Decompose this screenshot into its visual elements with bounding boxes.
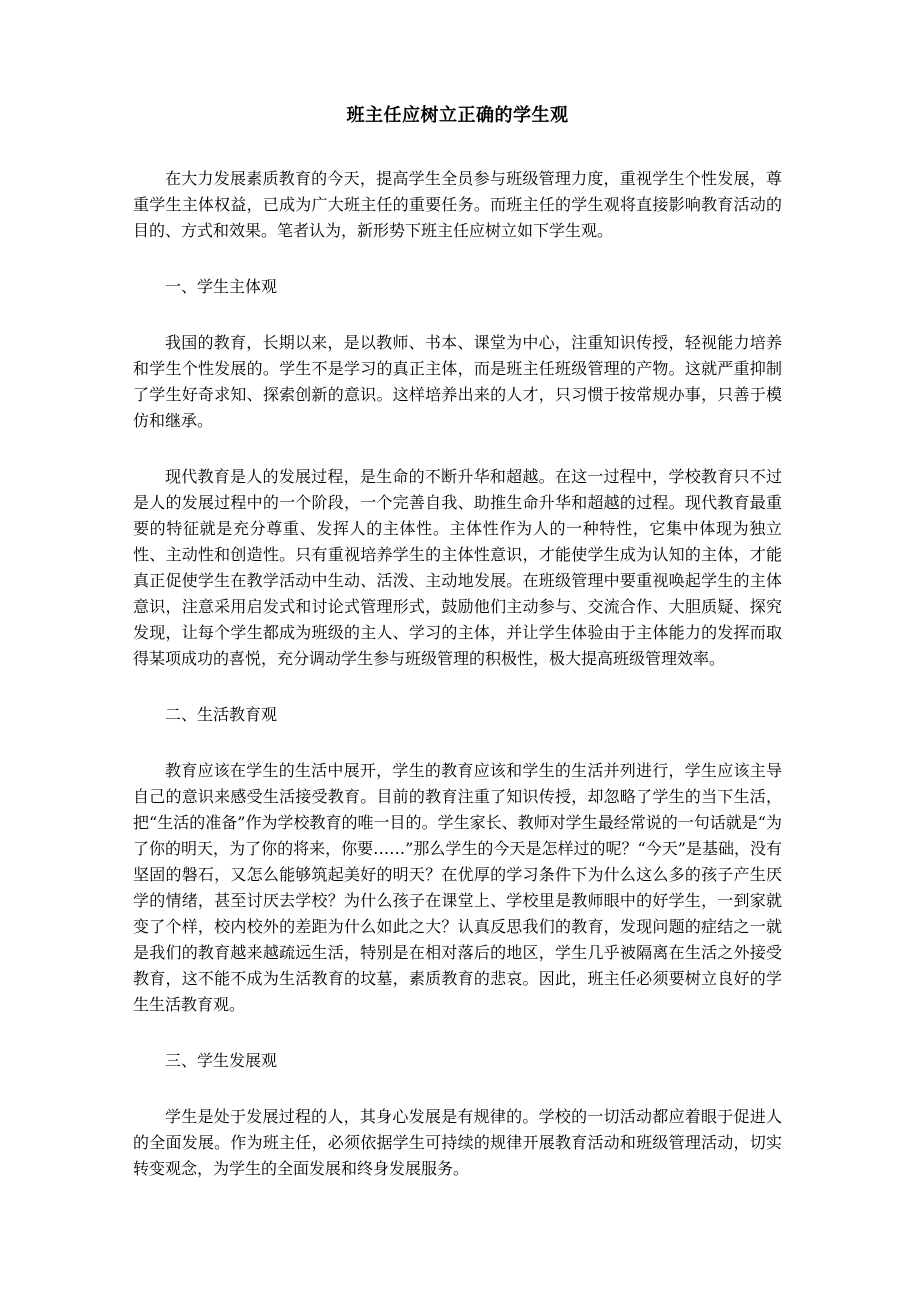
section-1-paragraph-2: 现代教育是人的发展过程，是生命的不断升华和超越。在这一过程中，学校教育只不过是人的发展过程中的一个阶段，一个完善自我、助推生命升华和超越的过程。现代教育最重要的特征就是充分尊重、发挥人的主体性。主体性作为人的一种特性，它集中体现为独立性、主动性和创造性。只有重视培养学生的主体性意识，才能使学生成为认知的主体，才能真正促使学生在教学活动中生动、活泼、主动地发展。在班级管理中要重视唤起学生的主体意识，注意采用启发式和讨论式管理形式，鼓励他们主动参与、交流合作、大胆质疑、探究发现，让每个学生都成为班级的主人、学习的主体，并让学生体验由于主体能力的发挥而取得某项成功的喜悦，充分调动学生参与班级管理的积极性，极大提高班级管理效率。 <box>133 467 782 668</box>
section-1-paragraph-1: 我国的教育，长期以来，是以教师、书本、课堂为中心，注重知识传授，轻视能力培养和学生个性发展的。学生不是学习的真正主体，而是班主任班级管理的产物。这就严重抑制了学生好奇求知、探索创新的意识。这样培养出来的人才，只习惯于按常规办事，只善于模仿和继承。 <box>133 333 782 430</box>
section-3-paragraph-1: 学生是处于发展过程的人，其身心发展是有规律的。学校的一切活动都应着眼于促进人的全面发展。作为班主任，必须依据学生可持续的规律开展教育活动和班级管理活动，切实转变观念，为学生的全面发展和终身发展服务。 <box>133 1107 782 1178</box>
section-heading-2: 二、生活教育观 <box>165 705 278 724</box>
intro-paragraph: 在大力发展素质教育的今天，提高学生全员参与班级管理力度，重视学生个性发展，尊重学生主体权益，已成为广大班主任的重要任务。而班主任的学生观将直接影响教育活动的目的、方式和效果。笔者认为，新形势下班主任应树立如下学生观。 <box>133 169 782 240</box>
section-2-paragraph-1: 教育应该在学生的生活中展开，学生的教育应该和学生的生活并列进行，学生应该主导自己的意识来感受生活接受教育。目前的教育注重了知识传授，却忽略了学生的当下生活，把“生活的准备”作为学校教育的唯一目的。学生家长、教师对学生最经常说的一句话就是“为了你的明天，为了你的将来，你要……”那么学生的今天是怎样过的呢？“今天”是基础，没有坚固的磐石，又怎么能够筑起美好的明天？在优厚的学习条件下为什么这么多的孩子产生厌学的情绪，甚至讨厌去学校？为什么孩子在课堂上、学校里是教师眼中的好学生，一到家就变了个样，校内校外的差距为什么如此之大？认真反思我们的教育，发现问题的症结之一就是我们的教育越来越疏远生活，特别是在相对落后的地区，学生几乎被隔离在生活之外接受教育，这不能不成为生活教育的坟墓，素质教育的悲哀。因此，班主任必须要树立良好的学生生活教育观。 <box>133 761 782 1014</box>
section-heading-3: 三、学生发展观 <box>165 1051 278 1070</box>
document-title: 班主任应树立正确的学生观 <box>346 105 569 126</box>
section-heading-1: 一、学生主体观 <box>165 277 278 296</box>
